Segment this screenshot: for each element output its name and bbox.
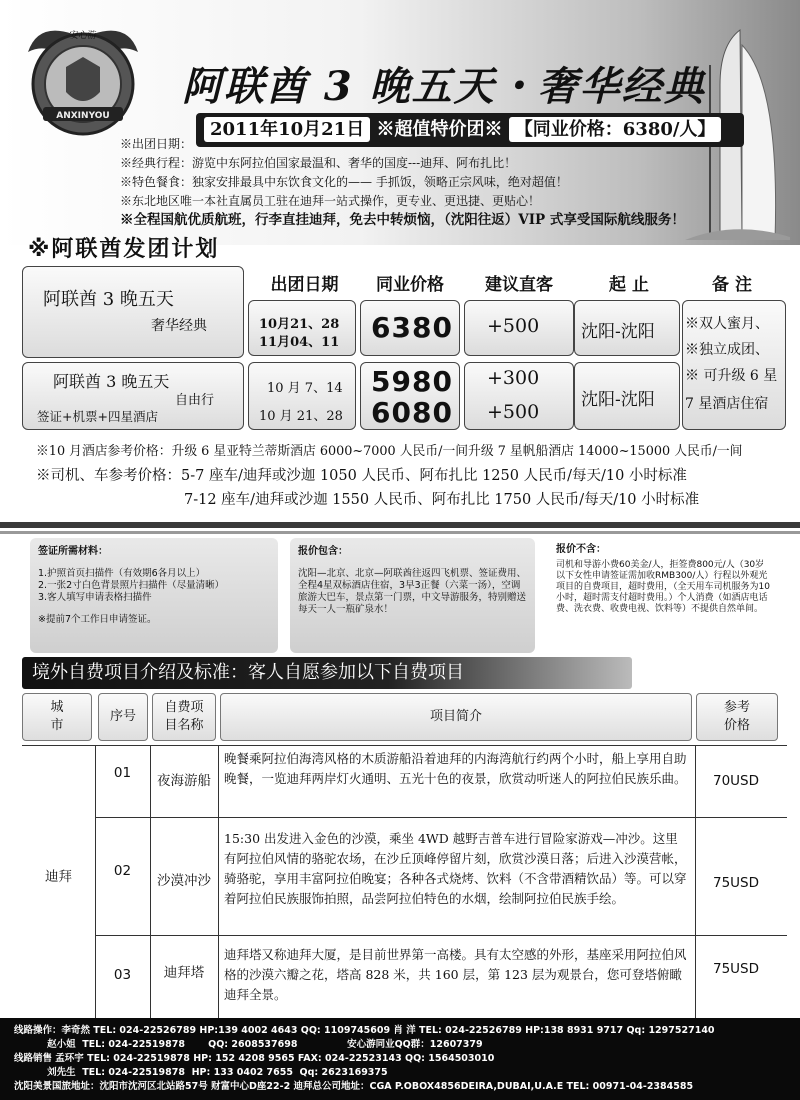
banner-price: 【同业价格：6380/人】 xyxy=(509,117,722,142)
suggest-value: +500 xyxy=(487,315,540,337)
note-line: 7-12 座车/迪拜或沙迦 1550 人民币、阿布扎比 1750 人民币/每天/10 小时标准 xyxy=(184,492,700,508)
price-cell xyxy=(360,300,460,356)
header-city-text: 城 市 xyxy=(50,700,64,733)
suggest-value: +500 xyxy=(487,401,540,423)
contact-footer xyxy=(0,1018,800,1100)
banner-date: 2011年10月21日 xyxy=(204,117,370,142)
col-header-name xyxy=(152,693,216,741)
selfpaid-table xyxy=(22,693,787,1018)
highlight-list xyxy=(120,135,780,230)
price-cell xyxy=(360,362,460,430)
item-no: 02 xyxy=(113,863,132,879)
plan-heading: ※阿联酋发团计划 xyxy=(28,237,220,262)
price-value: 6380 xyxy=(371,311,453,344)
tour-schedule-table xyxy=(22,262,787,437)
tour-name-cell xyxy=(22,362,244,430)
visa-note: ※提前7个工作日申请签证。 xyxy=(38,614,157,625)
logo-ring-text: 安心游 xyxy=(69,31,97,41)
included-title: 报价包含： xyxy=(298,546,348,557)
remark-line: ※独立成团、 xyxy=(685,342,769,358)
tour-name: 阿联酋 3 晚五天 xyxy=(43,289,174,310)
company-logo xyxy=(18,12,148,142)
route-cell xyxy=(574,300,680,356)
divider xyxy=(0,531,800,534)
tour-name: 阿联酋 3 晚五天 xyxy=(53,372,170,391)
item-price: 75USD xyxy=(712,961,760,977)
grid-line xyxy=(95,935,787,936)
page-title: 阿联酋 3 晚五天・奢华经典 xyxy=(182,63,706,110)
visa-info-box xyxy=(30,538,278,653)
header xyxy=(0,0,800,245)
item-price: 70USD xyxy=(712,773,760,789)
footer-line: 线路操作：李奇然 TEL: 024-22526789 HP:139 4002 4643 QQ: 1109745609 肖 洋 TEL: 024-22526789 HP:138 8931 9717 Qq: 1297527140 xyxy=(14,1025,715,1036)
tour-sub: 奢华经典 xyxy=(151,318,207,334)
footer-line: 刘先生 TEL: 024-22519878 HP: 133 0402 7655 Qq: 2623169375 xyxy=(14,1067,388,1078)
col-header-date: 出团日期 xyxy=(270,275,339,295)
price-notes xyxy=(36,440,796,512)
excluded-info-box xyxy=(548,540,778,652)
col-header-route: 起 止 xyxy=(609,275,649,295)
col-header-desc: 项目简介 xyxy=(220,693,692,741)
suggest-cell xyxy=(464,300,574,356)
col-header-suggest: 建议直客 xyxy=(485,275,553,295)
route-cell xyxy=(574,362,680,430)
item-desc: 迪拜塔又称迪拜大厦，是目前世界第一高楼。具有太空感的外形，基座采用阿拉伯风格的沙漠六瓣之花，塔高 828 米，共 160 层，第 123 层为观景台，您可登塔俯瞰迪拜全景。 xyxy=(224,947,687,1002)
item-name: 迪拜塔 xyxy=(163,965,205,981)
tour-sub: 自由行 xyxy=(175,393,215,408)
date-line: 10 月 7、14 xyxy=(267,381,343,396)
item-name: 夜海游船 xyxy=(157,773,211,789)
price-value: 5980 xyxy=(371,365,453,398)
tour-name-cell xyxy=(22,266,244,358)
date-cell xyxy=(248,362,356,430)
footer-line: 线路销售 孟环宇 TEL: 024-22519878 HP: 152 4208 9565 FAX: 024-22523143 QQ: 1564503010 xyxy=(14,1053,495,1064)
item-desc: 晚餐乘阿拉伯海湾风格的木质游船沿着迪拜的内海湾航行约两个小时，船上享用自助晚餐，一览迪拜两岸灯火通明、五光十色的夜景，欣赏动听迷人的阿拉伯民族乐曲。 xyxy=(224,751,687,786)
suggest-cell xyxy=(464,362,574,430)
item-desc: 15:30 出发进入金色的沙漠，乘坐 4WD 越野吉普车进行冒险家游戏—冲沙。这里有阿拉伯风情的骆驼农场，在沙丘顶峰停留片刻，欣赏沙漠日落；后进入沙漠营帐，骑骆驼，享用丰富阿拉伯晚宴；各种各式烧烤、饮料（不含带酒精饮品）等。可以穿着阿拉伯民族服饰拍照，品尝阿拉伯特色的水烟，绘制阿拉伯民族手绘。 xyxy=(224,831,687,906)
header-price-text: 参考价格 xyxy=(723,700,750,733)
excluded-text: 司机和导游小费60美金/人，拒签费800元/人（30岁以下女性申请签证需加收RMB300/人）行程以外观光项目的自费项目，超时费用，（全天用车司机服务为10小时，超时需支付超时费用。）个人消费（如酒店电话费、洗衣费、收费电视、饮料等）不提供自然单间。 xyxy=(556,560,770,614)
note-line: ※10 月酒店参考价格：升级 6 星亚特兰蒂斯酒店 6000~7000 人民币/一间升级 7 星帆船酒店 14000~15000 人民币/一间 xyxy=(36,444,743,459)
divider xyxy=(0,522,800,528)
highlight-line: ※全程国航优质航班，行李直挂迪拜，免去中转烦恼，（沈阳往返）VIP 式享受国际航线服务！ xyxy=(120,212,685,228)
item-name: 沙漠冲沙 xyxy=(157,873,211,889)
excluded-title: 报价不含： xyxy=(556,544,606,555)
price-value: 6080 xyxy=(371,396,453,429)
footer-line: 沈阳美景国旅地址：沈阳市沈河区北站路57号 财富中心D座22-2 迪拜总公司地址：CGA P.OBOX4856DEIRA,DUBAI,U.A.E TEL: 00971-04-2384585 xyxy=(14,1081,694,1092)
included-info-box xyxy=(290,538,535,653)
col-header-price xyxy=(696,693,778,741)
footer-line: 赵小姐 TEL: 024-22519878 QQ: 2608537698 安心游同业QQ群：12607379 xyxy=(14,1039,483,1050)
visa-item: 2.一张2寸白色背景照片扫描件（尽量清晰） xyxy=(38,580,225,591)
remarks-cell xyxy=(682,300,786,430)
highlight-line: ※经典行程：游览中东阿拉伯国家最温和、奢华的国度---迪拜、阿布扎比！ xyxy=(120,156,517,170)
item-price: 75USD xyxy=(712,875,760,891)
col-header-price: 同业价格 xyxy=(376,275,444,295)
remark-line: ※ 可升级 6 星 xyxy=(685,368,778,384)
banner-tag: ※超值特价团※ xyxy=(376,119,503,140)
highlight-line: ※特色餐食：独家安排最具中东饮食文化的—— 手抓饭，领略正宗风味，绝对超值！ xyxy=(120,175,568,189)
suggest-value: +300 xyxy=(487,367,540,389)
grid-line xyxy=(218,745,219,1018)
visa-title: 签证所需材料： xyxy=(38,546,108,557)
city-cell: 迪拜 xyxy=(45,869,72,885)
logo-banner-text: ANXINYOU xyxy=(56,111,110,121)
visa-item: 1.护照首页扫描件（有效期6各月以上） xyxy=(38,568,206,579)
date-line: 10 月 21、28 xyxy=(259,409,343,424)
tour-sub2: 签证+机票+四星酒店 xyxy=(37,409,158,424)
highlight-line: ※出团日期： xyxy=(120,137,193,151)
col-header-no: 序号 xyxy=(98,693,148,741)
date-line: 11月04、11 xyxy=(259,335,340,350)
route-value: 沈阳-沈阳 xyxy=(581,322,655,342)
date-cell xyxy=(248,300,356,356)
remark-line: ※双人蜜月、 xyxy=(685,316,769,332)
note-line: ※司机、车参考价格：5-7 座车/迪拜或沙迦 1050 人民币、阿布扎比 1250 人民币/每天/10 小时标准 xyxy=(36,468,687,484)
date-line: 10月21、28 xyxy=(259,317,340,332)
col-header-city xyxy=(22,693,92,741)
selfpaid-banner: 境外自费项目介绍及标准：客人自愿参加以下自费项目 xyxy=(22,657,632,689)
remark-line: 7 星酒店住宿 xyxy=(685,396,769,412)
visa-item: 3.客人填写申请表格扫描件 xyxy=(38,592,152,603)
included-text: 沈阳—北京、北京—阿联酋往返四飞机票、签证费用、全程4星双标酒店住宿，3早3正餐（六菜一汤），空调旅游大巴车，景点第一门票，中文导游服务，特别赠送每天一人一瓶矿泉水！ xyxy=(298,568,527,615)
grid-line xyxy=(95,817,787,818)
header-name-text: 自费项目名称 xyxy=(164,700,204,733)
route-value: 沈阳-沈阳 xyxy=(581,390,655,410)
highlight-line: ※东北地区唯一本社直属员工驻在迪拜一站式操作，更专业、更迅捷、更贴心！ xyxy=(120,194,541,208)
col-header-remarks: 备 注 xyxy=(712,275,752,295)
item-no: 01 xyxy=(113,765,132,781)
item-no: 03 xyxy=(113,967,132,983)
